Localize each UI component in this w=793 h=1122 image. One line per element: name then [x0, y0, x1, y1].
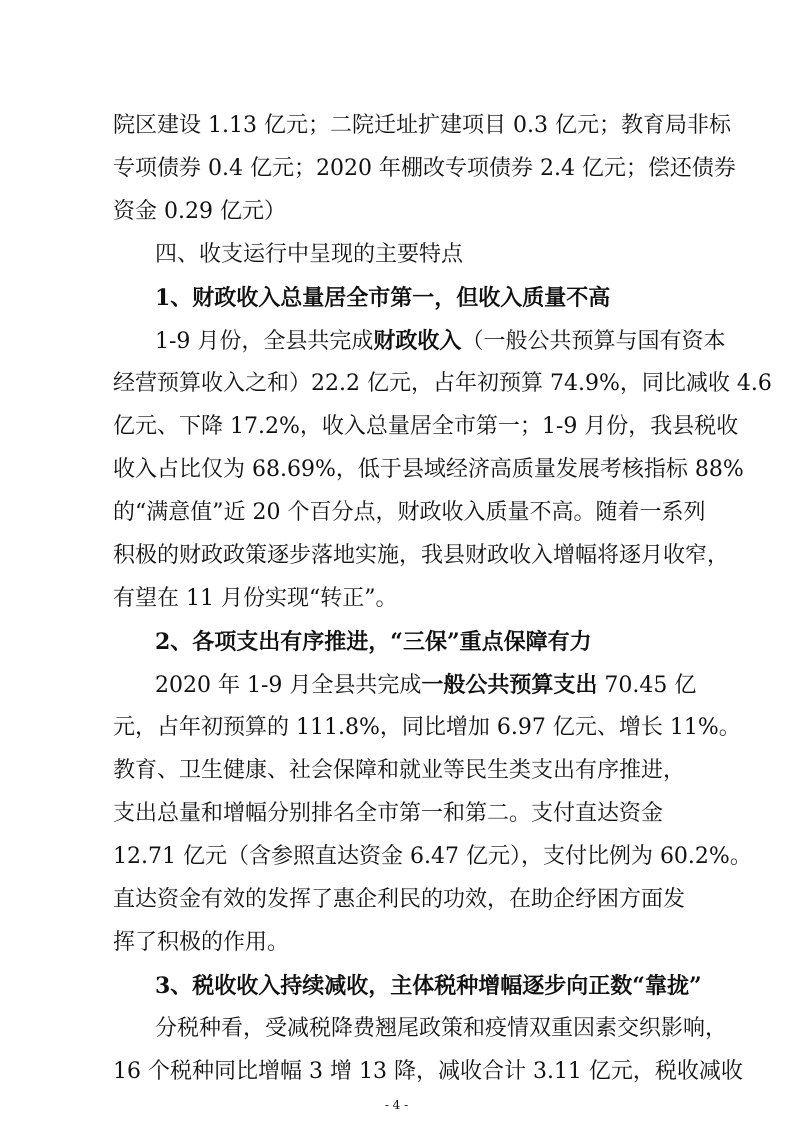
- paragraph-line: 有望在 11 月份实现“转正”。: [113, 586, 398, 611]
- paragraph-line: 亿元、下降 17.2%，收入总量居全市第一；1-9 月份，我县税收: [113, 414, 739, 439]
- section-heading: 四、收支运行中呈现的主要特点: [155, 242, 464, 267]
- paragraph-line: 资金 0.29 亿元）: [113, 199, 286, 224]
- text-run: （一般公共预算与国有资本: [461, 329, 726, 354]
- paragraph-line: 12.71 亿元（含参照直达资金 6.47 亿元），支付比例为 60.2%。: [113, 844, 752, 869]
- text-run: 2020 年 1-9 月全县共完成: [155, 673, 422, 698]
- subsection-heading-2: 2、各项支出有序推进，“三保”重点保障有力: [155, 629, 592, 655]
- text-run: 1-9 月份，全县共完成: [155, 329, 374, 354]
- paragraph-line: 分税种看，受减税降费翘尾政策和疫情双重因素交织影响，: [155, 1016, 728, 1041]
- subsection-heading-1: 1、财政收入总量居全市第一，但收入质量不高: [155, 285, 611, 311]
- paragraph-line: 教育、卫生健康、社会保障和就业等民生类支出有序推进，: [113, 758, 686, 783]
- paragraph-line: 院区建设 1.13 亿元；二院迁址扩建项目 0.3 亿元；教育局非标: [113, 113, 731, 138]
- paragraph-line: 挥了积极的作用。: [113, 930, 290, 955]
- subsection-heading-3: 3、税收收入持续减收，主体税种增幅逐步向正数“靠拢”: [155, 973, 702, 999]
- bold-term: 一般公共预算支出: [421, 672, 598, 698]
- bold-term: 财政收入: [373, 328, 462, 354]
- paragraph-line: 元，占年初预算的 111.8%，同比增加 6.97 亿元、增长 11%。: [113, 715, 741, 740]
- paragraph-line: 经营预算收入之和）22.2 亿元，占年初预算 74.9%，同比减收 4.6: [113, 371, 772, 396]
- paragraph-line: 收入占比仅为 68.69%，低于县域经济高质量发展考核指标 88%: [113, 457, 744, 482]
- paragraph-line: [155, 326, 726, 356]
- paragraph-line: 专项债券 0.4 亿元；2020 年棚改专项债券 2.4 亿元；偿还债券: [113, 156, 736, 181]
- text-run: 70.45 亿: [597, 673, 697, 698]
- paragraph-line: 积极的财政政策逐步落地实施，我县财政收入增幅将逐月收窄，: [113, 543, 730, 568]
- page-number: - 4 -: [384, 1098, 409, 1112]
- paragraph-line: 支出总量和增幅分别排名全市第一和第二。支付直达资金: [113, 801, 664, 826]
- paragraph-line: 16 个税种同比增幅 3 增 13 降，减收合计 3.11 亿元，税收减收: [113, 1059, 743, 1084]
- paragraph-line: 直达资金有效的发挥了惠企利民的功效，在助企纾困方面发: [113, 887, 686, 912]
- paragraph-line: 的“满意值”近 20 个百分点，财政收入质量不高。随着一系列: [113, 500, 706, 525]
- paragraph-line: [155, 670, 695, 700]
